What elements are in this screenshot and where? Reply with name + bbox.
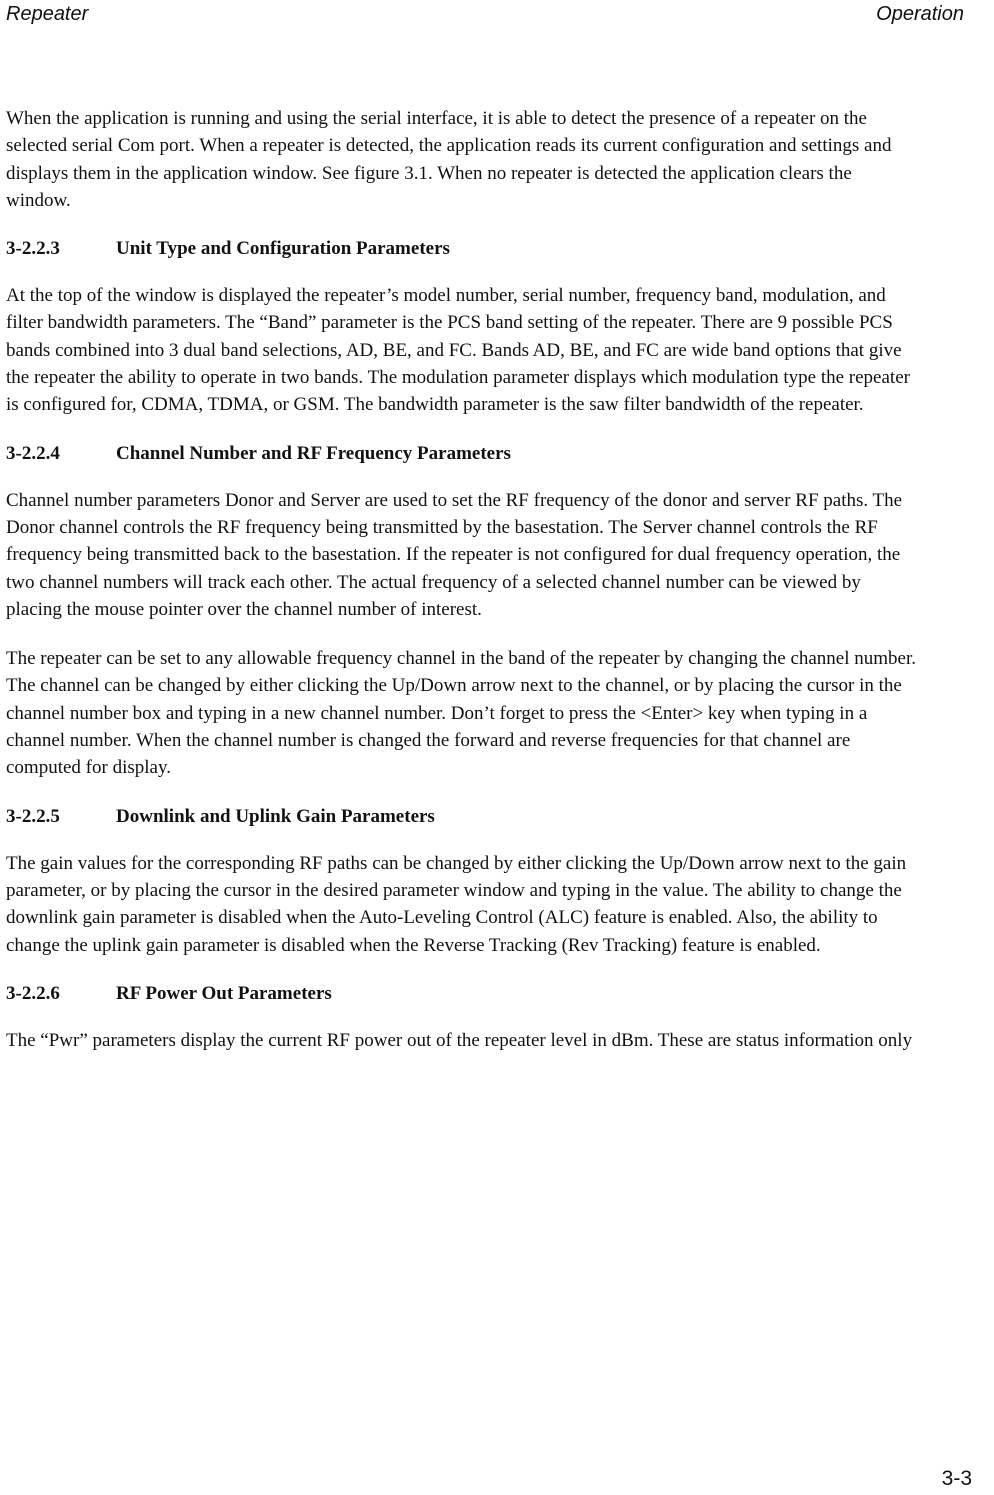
section-heading-3-2-2-4 (6, 441, 921, 467)
running-header-right: Operation (876, 3, 964, 25)
section-heading-3-2-2-5 (6, 804, 921, 830)
section-paragraph: At the top of the window is displayed the repeater’s model number, serial number, frequency band, modulation, and filter bandwidth parameters. The “Band” parameter is the PCS band setting of the repeater. There are 9 possible PCS bands combined into 3 dual band selections, AD, BE, and FC. Bands AD, BE, and FC are wide band options that give the repeater the ability to operate in two bands. The modulation parameter displays which modulation type the repeater is configured for, CDMA, TDMA, or GSM. The bandwidth parameter is the saw filter bandwidth of the repeater. (6, 285, 910, 416)
section-number: 3-2.2.4 (6, 442, 60, 464)
section-title: Unit Type and Configuration Parameters (116, 238, 450, 260)
document-body (6, 105, 921, 1076)
section-paragraph: The gain values for the corresponding RF paths can be changed by either clicking the Up/Down arrow next to the gain parameter, or by placing the cursor in the desired parameter window and typing in the value. The ability to change the downlink gain parameter is disabled when the Auto-Leveling Control (ALC) feature is enabled. Also, the ability to change the uplink gain parameter is disabled when the Reverse Tracking (Rev Tracking) feature is enabled. (6, 852, 907, 956)
section-number: 3-2.2.3 (6, 238, 60, 260)
section-number: 3-2.2.6 (6, 982, 60, 1004)
page-number: 3-3 (941, 1467, 972, 1490)
section-heading-3-2-2-3 (6, 236, 921, 262)
section-paragraph: The “Pwr” parameters display the current RF power out of the repeater level in dBm. These are status information only (6, 1029, 913, 1051)
running-header-left: Repeater (6, 3, 89, 25)
section-paragraph: The repeater can be set to any allowable frequency channel in the band of the repeater by changing the channel number. The channel can be changed by either clicking the Up/Down arrow next to the channel, or by placing the cursor in the channel number box and typing in a new channel number. Don’t forget to press the <Enter> key when typing in a channel number. When the channel number is changed the forward and reverse frequencies for that channel are computed for display. (6, 648, 917, 779)
section-heading-3-2-2-6 (6, 981, 921, 1007)
section-number: 3-2.2.5 (6, 805, 60, 827)
section-title: Channel Number and RF Frequency Parameters (116, 442, 511, 464)
section-title: RF Power Out Parameters (116, 982, 332, 1004)
section-title: Downlink and Uplink Gain Parameters (116, 805, 435, 827)
section-paragraph: Channel number parameters Donor and Server are used to set the RF frequency of the donor and server RF paths. The Donor channel controls the RF frequency being transmitted by the basestation. The Server channel controls the RF frequency being transmitted back to the basestation. If the repeater is not configured for dual frequency operation, the two channel numbers will track each other. The actual frequency of a selected channel number can be viewed by placing the mouse pointer over the channel number of interest. (6, 489, 903, 620)
intro-paragraph: When the application is running and using the serial interface, it is able to detect the presence of a repeater on the selected serial Com port. When a repeater is detected, the application reads its current configuration and settings and displays them in the application window. See figure 3.1. When no repeater is detected the application clears the window. (6, 108, 892, 211)
